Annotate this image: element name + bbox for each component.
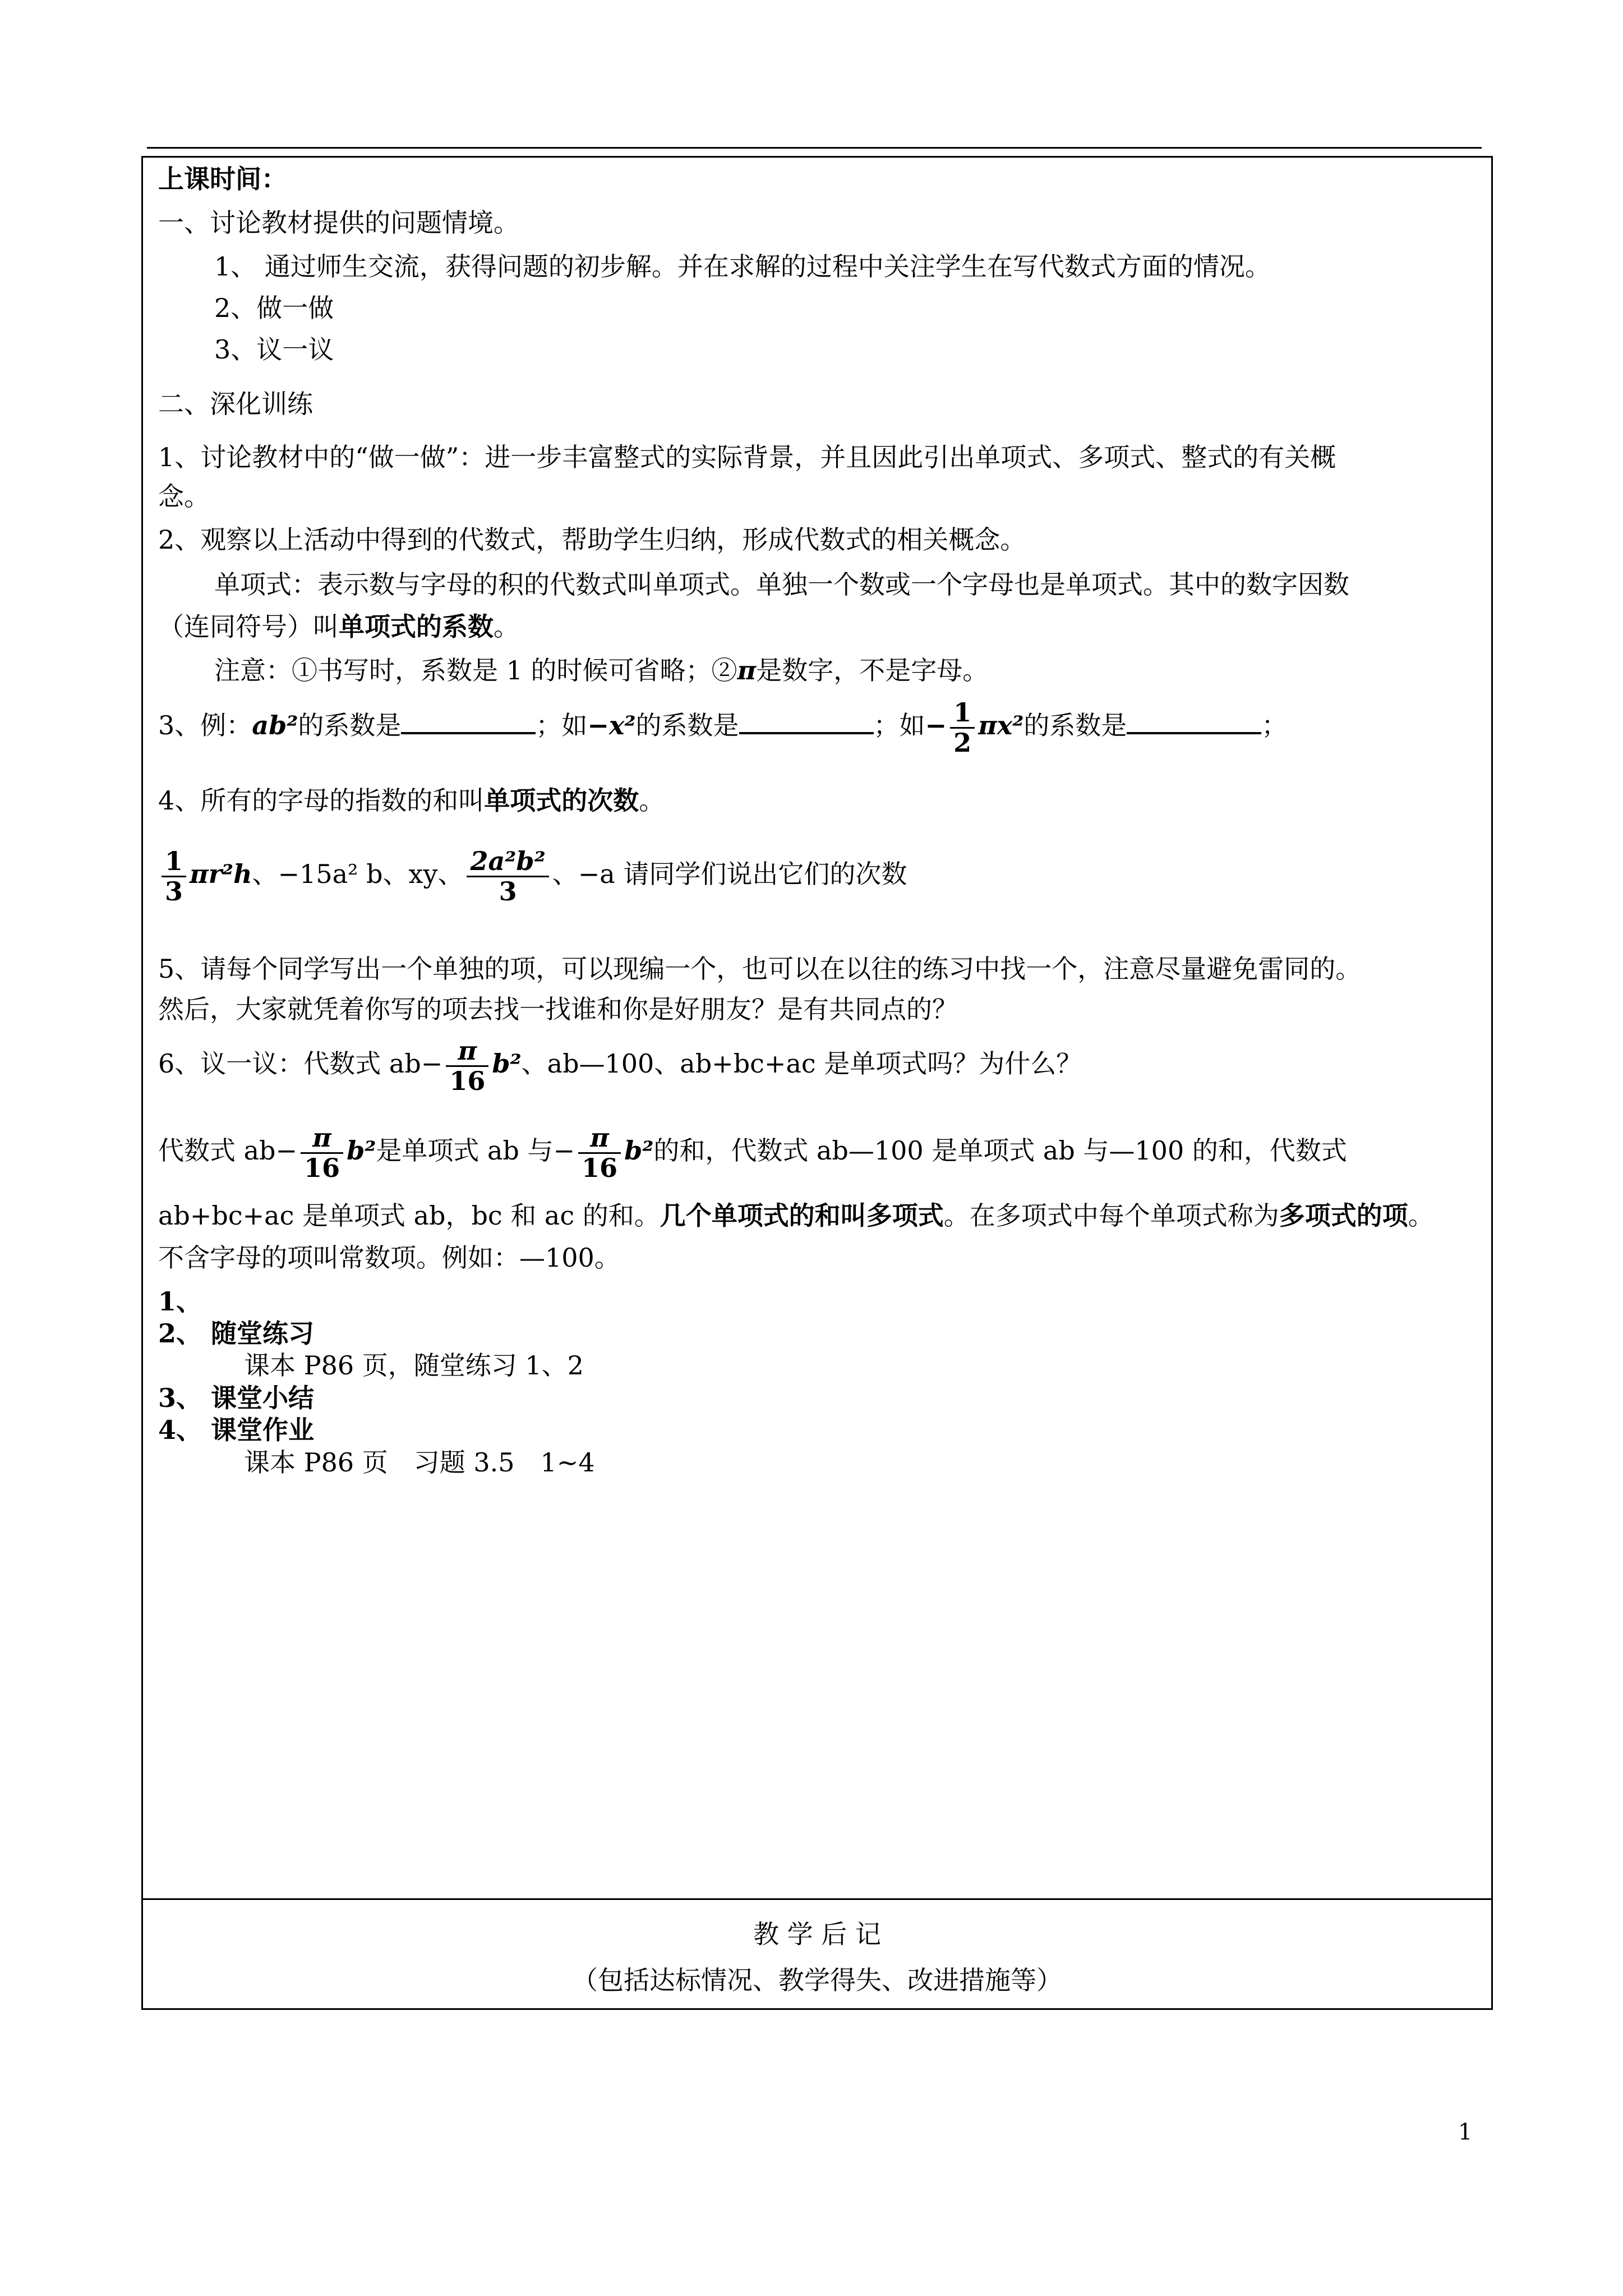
paragraph-4 — [158, 785, 665, 816]
fraction-pi-over-16 — [578, 1124, 621, 1182]
teaching-notes-title: 教 学 后 记 — [753, 1919, 881, 1949]
example-monomial-2: −x² — [587, 710, 636, 741]
answer-blank-2 — [739, 710, 874, 734]
explain-text-c: 的和，代数式 ab—100 是单项式 ab 与—100 的和，代数式 — [653, 1135, 1347, 1166]
list-item-3: 3、 课堂小结 — [158, 1383, 315, 1413]
degree-intro: 4、所有的字母的指数的和叫 — [158, 785, 485, 816]
list-item-4-detail: 课本 P86 页 习题 3.5 1~4 — [244, 1447, 595, 1478]
fraction-numerator: 2a²b² — [467, 847, 548, 877]
polynomial-term: 多项式的项 — [1279, 1200, 1408, 1231]
pi-symbol: π — [737, 655, 757, 685]
term-b-squared: b² — [492, 1048, 522, 1079]
list-item-4: 4、 课堂作业 — [158, 1415, 315, 1445]
section1-item-1: 1、 通过师生交流，获得问题的初步解。并在求解的过程中关注学生在写代数式方面的情况。 — [214, 251, 1271, 282]
coefficient-term: 单项式的系数 — [339, 611, 494, 642]
top-rule — [147, 147, 1482, 149]
terms-text-1: 、−15a² b、xy、 — [252, 859, 464, 890]
paragraph-5-line-1: 5、请每个同学写出一个单独的项，可以现编一个，也可以在以往的练习中找一个，注意尽量避免雷同的。 — [158, 954, 1362, 984]
fraction-denominator: 3 — [165, 876, 183, 907]
page-number: 1 — [1458, 2119, 1473, 2145]
polynomial-definition: 几个单项式的和叫多项式 — [660, 1200, 944, 1231]
polynomial-text-c: 。 — [1408, 1200, 1434, 1231]
example-monomial-1: ab² — [252, 710, 298, 741]
term-pi-r2-h: πr²h — [190, 859, 252, 890]
fraction-denominator: 2 — [953, 727, 972, 758]
coefficient-end: 。 — [494, 611, 519, 642]
answer-blank-1 — [401, 710, 536, 734]
answer-blank-3 — [1127, 710, 1261, 734]
fraction-numerator: π — [301, 1124, 343, 1154]
fraction-numerator: π — [578, 1124, 621, 1154]
example-monomial-3: πx² — [978, 710, 1024, 741]
fraction-denominator: 16 — [304, 1152, 340, 1183]
paragraph-5-line-2: 然后，大家就凭着你写的项去找一找谁和你是好朋友？是有共同点的？ — [158, 994, 958, 1024]
list-item-2: 2、 随堂练习 — [158, 1318, 315, 1349]
explain-text-a: 代数式 ab− — [158, 1135, 298, 1166]
fraction-denominator: 3 — [499, 876, 517, 907]
teaching-notes-subtitle: （包括达标情况、教学得失、改进措施等） — [572, 1965, 1062, 1995]
section1-item-2: 2、做一做 — [214, 293, 334, 323]
fraction-2a2b2-over-3 — [467, 847, 548, 905]
list-item-2-detail: 课本 P86 页，随堂练习 1、2 — [244, 1350, 584, 1381]
example-text-5: 的系数是 — [1023, 710, 1127, 741]
fraction-numerator: 1 — [950, 698, 975, 729]
polynomial-text-a: ab+bc+ac 是单项式 ab，bc 和 ac 的和。 — [158, 1200, 660, 1231]
discuss-text-b: 、ab—100、ab+bc+ac 是单项式吗？为什么？ — [521, 1048, 1082, 1079]
paragraph-1-line-2: 念。 — [158, 481, 210, 512]
example-line — [158, 698, 1287, 757]
example-text-2: ；如 — [536, 710, 588, 741]
note-text-a: 注意：①书写时，系数是 1 的时候可省略；② — [214, 655, 737, 685]
class-time-label: 上课时间： — [158, 164, 287, 194]
example-text-6: ； — [1261, 710, 1288, 741]
note-line — [214, 655, 988, 686]
example-text-1: 的系数是 — [298, 710, 402, 741]
discuss-text-a: 6、议一议：代数式 ab− — [158, 1048, 443, 1079]
list-item-1: 1、 — [158, 1286, 202, 1317]
terms-text-2: 、−a 请同学们说出它们的次数 — [552, 859, 907, 890]
example-prefix: 3、例： — [158, 710, 252, 741]
fraction-pi-over-16 — [446, 1037, 488, 1095]
terms-line — [158, 847, 907, 905]
paragraph-6 — [158, 1037, 1082, 1095]
paragraph-7 — [158, 1124, 1347, 1182]
section1-title: 一、讨论教材提供的问题情境。 — [158, 208, 519, 238]
example-text-4: ；如 — [873, 710, 925, 741]
example-sign: − — [925, 710, 947, 741]
fraction-numerator: 1 — [162, 847, 186, 877]
paragraph-1-line-1: 1、讨论教材中的“做一做”：进一步丰富整式的实际背景，并且因此引出单项式、多项式、整式的有关概 — [158, 442, 1336, 472]
paragraph-9: 不含字母的项叫常数项。例如：—100。 — [158, 1243, 620, 1273]
note-text-b: 是数字，不是字母。 — [756, 655, 989, 685]
explain-text-b: 是单项式 ab 与− — [376, 1135, 575, 1166]
table-divider — [141, 1898, 1493, 1900]
fraction-one-third — [162, 847, 186, 905]
fraction-one-half — [950, 698, 975, 757]
degree-term: 单项式的次数 — [484, 785, 639, 816]
section1-item-3: 3、议一议 — [214, 334, 334, 365]
fraction-denominator: 16 — [582, 1152, 618, 1183]
fraction-pi-over-16 — [301, 1124, 343, 1182]
coefficient-intro: （连同符号）叫 — [158, 611, 339, 642]
paragraph-8 — [158, 1200, 1434, 1231]
paragraph-3-line-2 — [158, 611, 519, 642]
polynomial-text-b: 。在多项式中每个单项式称为 — [943, 1200, 1279, 1231]
fraction-denominator: 16 — [449, 1065, 486, 1096]
paragraph-2: 2、观察以上活动中得到的代数式，帮助学生归纳，形成代数式的相关概念。 — [158, 524, 1026, 555]
fraction-numerator: π — [446, 1037, 488, 1067]
example-text-3: 的系数是 — [635, 710, 739, 741]
degree-end: 。 — [639, 785, 665, 816]
paragraph-3-line-1: 单项式：表示数与字母的积的代数式叫单项式。单独一个数或一个字母也是单项式。其中的数字因数 — [214, 569, 1349, 600]
term-b-squared: b² — [624, 1135, 654, 1166]
term-b-squared: b² — [347, 1135, 376, 1166]
section2-title: 二、深化训练 — [158, 389, 313, 419]
